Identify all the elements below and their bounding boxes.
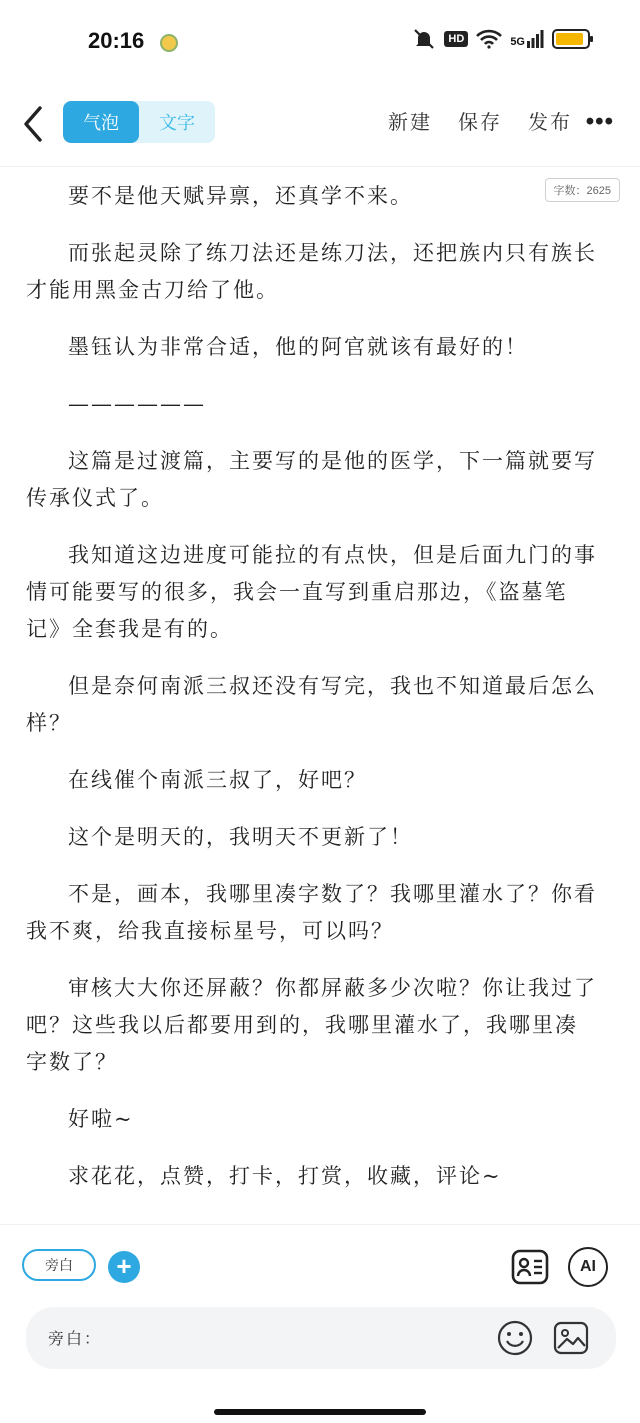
- paragraph: 审核大大你还屏蔽？你都屏蔽多少次啦？你让我过了吧？这些我以后都要用到的，我哪里灌水了，我哪里凑字数了？: [26, 976, 597, 1074]
- paragraph: 这篇是过渡篇，主要写的是他的医学，下一篇就要写传承仪式了。: [26, 449, 597, 510]
- hd-badge: HD: [444, 31, 468, 47]
- editor-toolbar: [0, 96, 640, 152]
- toolbar-divider: [0, 166, 640, 167]
- character-card-icon[interactable]: [510, 1247, 550, 1287]
- tab-bubble[interactable]: 气泡: [63, 101, 139, 143]
- tab-text[interactable]: 文字: [159, 113, 195, 134]
- paragraph: 我知道这边进度可能拉的有点快，但是后面九门的事情可能要写的很多，我会一直写到重启那边，《盗墓笔记》全套我是有的。: [26, 543, 597, 641]
- paragraph: 而张起灵除了练刀法还是练刀法，还把族内只有族长才能用黑金古刀给了他。: [26, 241, 597, 302]
- word-count-badge: 字数：2625: [545, 178, 620, 202]
- new-button[interactable]: 新建: [388, 110, 432, 134]
- paragraph: 墨钰认为非常合适，他的阿官就该有最好的！: [68, 335, 528, 359]
- paragraph: 好啦~: [68, 1107, 134, 1131]
- signal-strength: [510, 30, 544, 48]
- paragraph: 不是，画本，我哪里凑字数了？我哪里灌水了？你看我不爽，给我直接标星号，可以吗？: [26, 882, 597, 943]
- network-type: 5G: [510, 36, 525, 48]
- emoji-icon[interactable]: [496, 1319, 534, 1357]
- battery-icon: [552, 29, 590, 49]
- home-indicator: [214, 1409, 426, 1415]
- app-notification-icon: [160, 34, 178, 52]
- ai-assistant-button[interactable]: AI: [568, 1247, 608, 1287]
- paragraph: 要不是他天赋异禀，还真学不来。: [68, 184, 413, 208]
- paragraph: 但是奈何南派三叔还没有写完，我也不知道最后怎么样？: [26, 674, 597, 735]
- paragraph: 在线催个南派三叔了，好吧？: [68, 768, 367, 792]
- composer-panel: [0, 1224, 640, 1423]
- publish-button[interactable]: 发布: [528, 110, 572, 134]
- narration-input[interactable]: [26, 1307, 616, 1369]
- separator-line: ——————: [68, 392, 206, 416]
- status-icons: [412, 28, 590, 50]
- wifi-icon: [476, 29, 502, 49]
- editor-content[interactable]: [26, 172, 600, 1215]
- paragraph: 这个是明天的，我明天不更新了！: [68, 825, 413, 849]
- save-button[interactable]: 保存: [458, 110, 502, 134]
- mute-bell-icon: [412, 28, 436, 50]
- toolbar-actions: [388, 106, 572, 135]
- paragraph: 求花花，点赞，打卡，打赏，收藏，评论~: [68, 1164, 502, 1188]
- add-role-button[interactable]: +: [108, 1251, 140, 1283]
- back-arrow-icon[interactable]: [18, 102, 48, 146]
- input-label: 旁白：: [48, 1329, 103, 1348]
- more-options-icon[interactable]: •••: [585, 108, 614, 135]
- signal-bars-icon: [526, 30, 544, 48]
- status-time: 20:16: [88, 28, 145, 53]
- mode-toggle: [63, 101, 215, 143]
- image-icon[interactable]: [552, 1319, 590, 1357]
- status-bar: [0, 0, 640, 86]
- role-chip-narration[interactable]: 旁白: [22, 1249, 96, 1281]
